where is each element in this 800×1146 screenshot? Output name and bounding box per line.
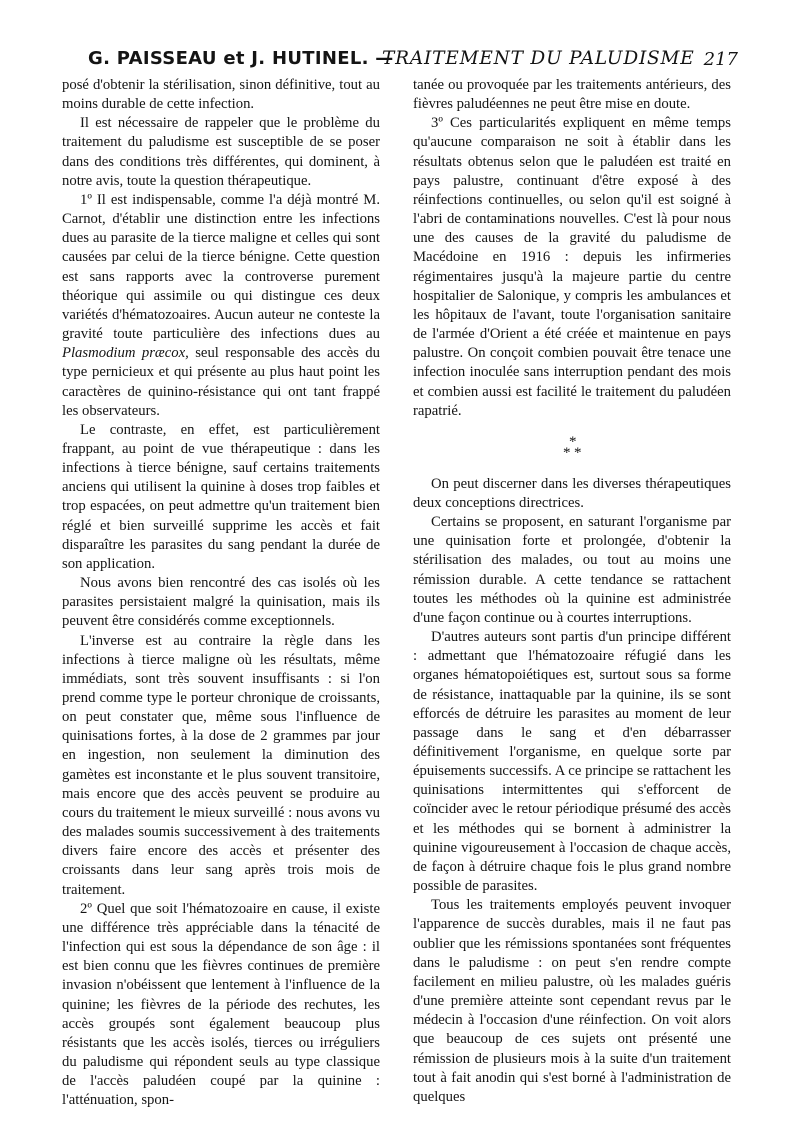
paragraph: Le contraste, en effet, est particulièrement frappant, au point de vue thérapeutique : dans les infections à tierce bénigne, sauf certains traitements anciens qui utilisent la quinine à doses trop faibles et trop espacées, on peut admettre qu'un traitement bien réglé et bien surveillé supprime les accès et fait disparaître les parasites du sang pendant la durée de son application. [62,421,380,572]
asterism-star: * [574,444,582,461]
page-number: 217 [703,49,738,70]
paragraph: Il est nécessaire de rappeler que le problème du traitement du paludisme est susceptible de se poser dans des conditions très différentes, qui dominent, à notre avis, toute la question thérapeutique. [62,115,380,189]
paragraph: tanée ou provoquée par les traitements antérieurs, des fièvres paludéennes ne peut être mise en doute. [413,77,731,113]
paragraph [62,191,380,421]
asterism-star: * [569,433,577,450]
running-header [88,44,738,72]
paragraph: Tous les traitements employés peuvent invoquer l'apparence de succès durables, mais il ne faut pas oublier que les rémissions spontanées sont fréquentes dans le paludisme : on peut s'en rendre compte facilement en milieu palustre, où les malades guéris d'une première atteinte sont cependant revus par le médecin à l'occasion d'une réinfection. On voit alors que beaucoup de ces sujets ont présenté une rémission de plusieurs mois à la suite d'un traitement tout à fait anodin qui s'est borné à l'administration de quelques [413,897,731,1105]
species-name: Plasmodium præcox, [62,345,189,362]
section-asterism [413,421,731,475]
paragraph: L'inverse est au contraire la règle dans les infections à tierce maligne où les résultats, même immédiats, sont très souvent insuffisants : si l'on prend comme type le porteur chronique de croissants, on peut constater que, même sous l'influence de quinisations fortes, à la dose de 2 grammes par jour en ingestion, non seulement la diminution des gamètes est inconstante et le plus souvent transitoire, mais encore que des accès peuvent se produire au cours du traitement le mieux surveillé : nous avons vu des malades soumis successivement à des traitements divers faire encore des accès et présenter des croissants dans leur sang après trois mois de traitement. [62,632,380,898]
paragraph: 3º Ces particularités expliquent en même temps qu'aucune comparaison ne soit à établir dans les résultats obtenus selon que le paludéen est traité en pays palustre, continuant d'être exposé à des réinfections continuelles, ou selon qu'il est soigné à l'abri de contaminations nouvelles. C'est là pour nous une des causes de la gravité du paludisme de Macédoine en 1916 : depuis les infirmeries régimentaires jusqu'à la majeure partie du centre hospitalier de Salonique, y compris les ambulances et les hôpitaux de l'avant, toute l'organisation sanitaire de l'armée d'Orient a été créée et maintenue en pays palustre. On conçoit combien pouvait être tenace une infection inoculée sans interruption pendant des mois et combien aussi est facilité le traitement du paludéen rapatrié. [413,115,731,419]
header-title: TRAITEMENT DU PALUDISME [382,48,695,69]
asterism-star: * [563,444,571,461]
paragraph: Nous avons bien rencontré des cas isolés où les parasites persistaient malgré la quinisation, mais ils peuvent être considérés comme exceptionnels. [62,575,380,630]
left-column [62,76,380,1110]
paragraph-text: 1º Il est indispensable, comme l'a déjà montré M. Carnot, d'établir une distinction entre les infections dues au parasite de la tierce maligne et celles qui sont causées par celui de la tierce bénigne. Cette question est sans rapports avec la controverse purement théorique qui assimile ou qui distingue ces deux variétés d'hématozoaires. Aucun auteur ne conteste la gravité toute particulière des infections dues au [62,191,380,343]
paragraph: posé d'obtenir la stérilisation, sinon définitive, tout au moins durable de cette infection. [62,77,380,113]
right-column [413,76,731,1107]
paragraph: D'autres auteurs sont partis d'un principe différent : admettant que l'hématozoaire réfugié dans les organes hématopoiétiques est, surtout sous sa forme de résistance, inattaquable par la quinine, ils se sont efforcés de détruire les parasites au moment de leur passage dans le sang et d'en débarrasser définitivement l'organisme, en quelque sorte par épuisements successifs. A ce principe se rattachent les quinisations intermittentes qui s'efforcent de coïncider avec le retour périodique présumé des accès et les méthodes qui se bornent à administrer la quinine vigoureusement à l'occasion de chaque accès, de façon à détruire chaque fois le plus grand nombre possible de parasites. [413,629,731,895]
paragraph-text: seul responsable des accès du type pernicieux et qui présente au plus haut point les caractères de quinino-résistance qui ont tant frappé les observateurs. [62,345,380,419]
paragraph: Certains se proposent, en saturant l'organisme par une quinisation forte et prolongée, d'obtenir la stérilisation des malades, ou tout au moins une rémission durable. A cette tendance se rattachent toutes les méthodes où la quinine est administrée d'une façon continue ou à courtes interruptions. [413,514,731,626]
header-authors: G. PAISSEAU et J. HUTINEL. — [88,48,394,69]
paragraph: 2º Quel que soit l'hématozoaire en cause, il existe une différence très appréciable dans la ténacité de l'infection qui est sous la dépendance de son âge : il est bien connu que les fièvres continues de première invasion n'obéissent que lentement à l'influence de la quinine; les fièvres de la période des rechutes, les accès groupés sont également beaucoup plus résistants que les accès isolés, tierces ou irréguliers du paludisme qui répondent seuls au type classique de l'accès paludéen coupé par la quinine : l'atténuation, spon- [62,900,380,1109]
paragraph: On peut discerner dans les diverses thérapeutiques deux conceptions directrices. [413,475,731,511]
